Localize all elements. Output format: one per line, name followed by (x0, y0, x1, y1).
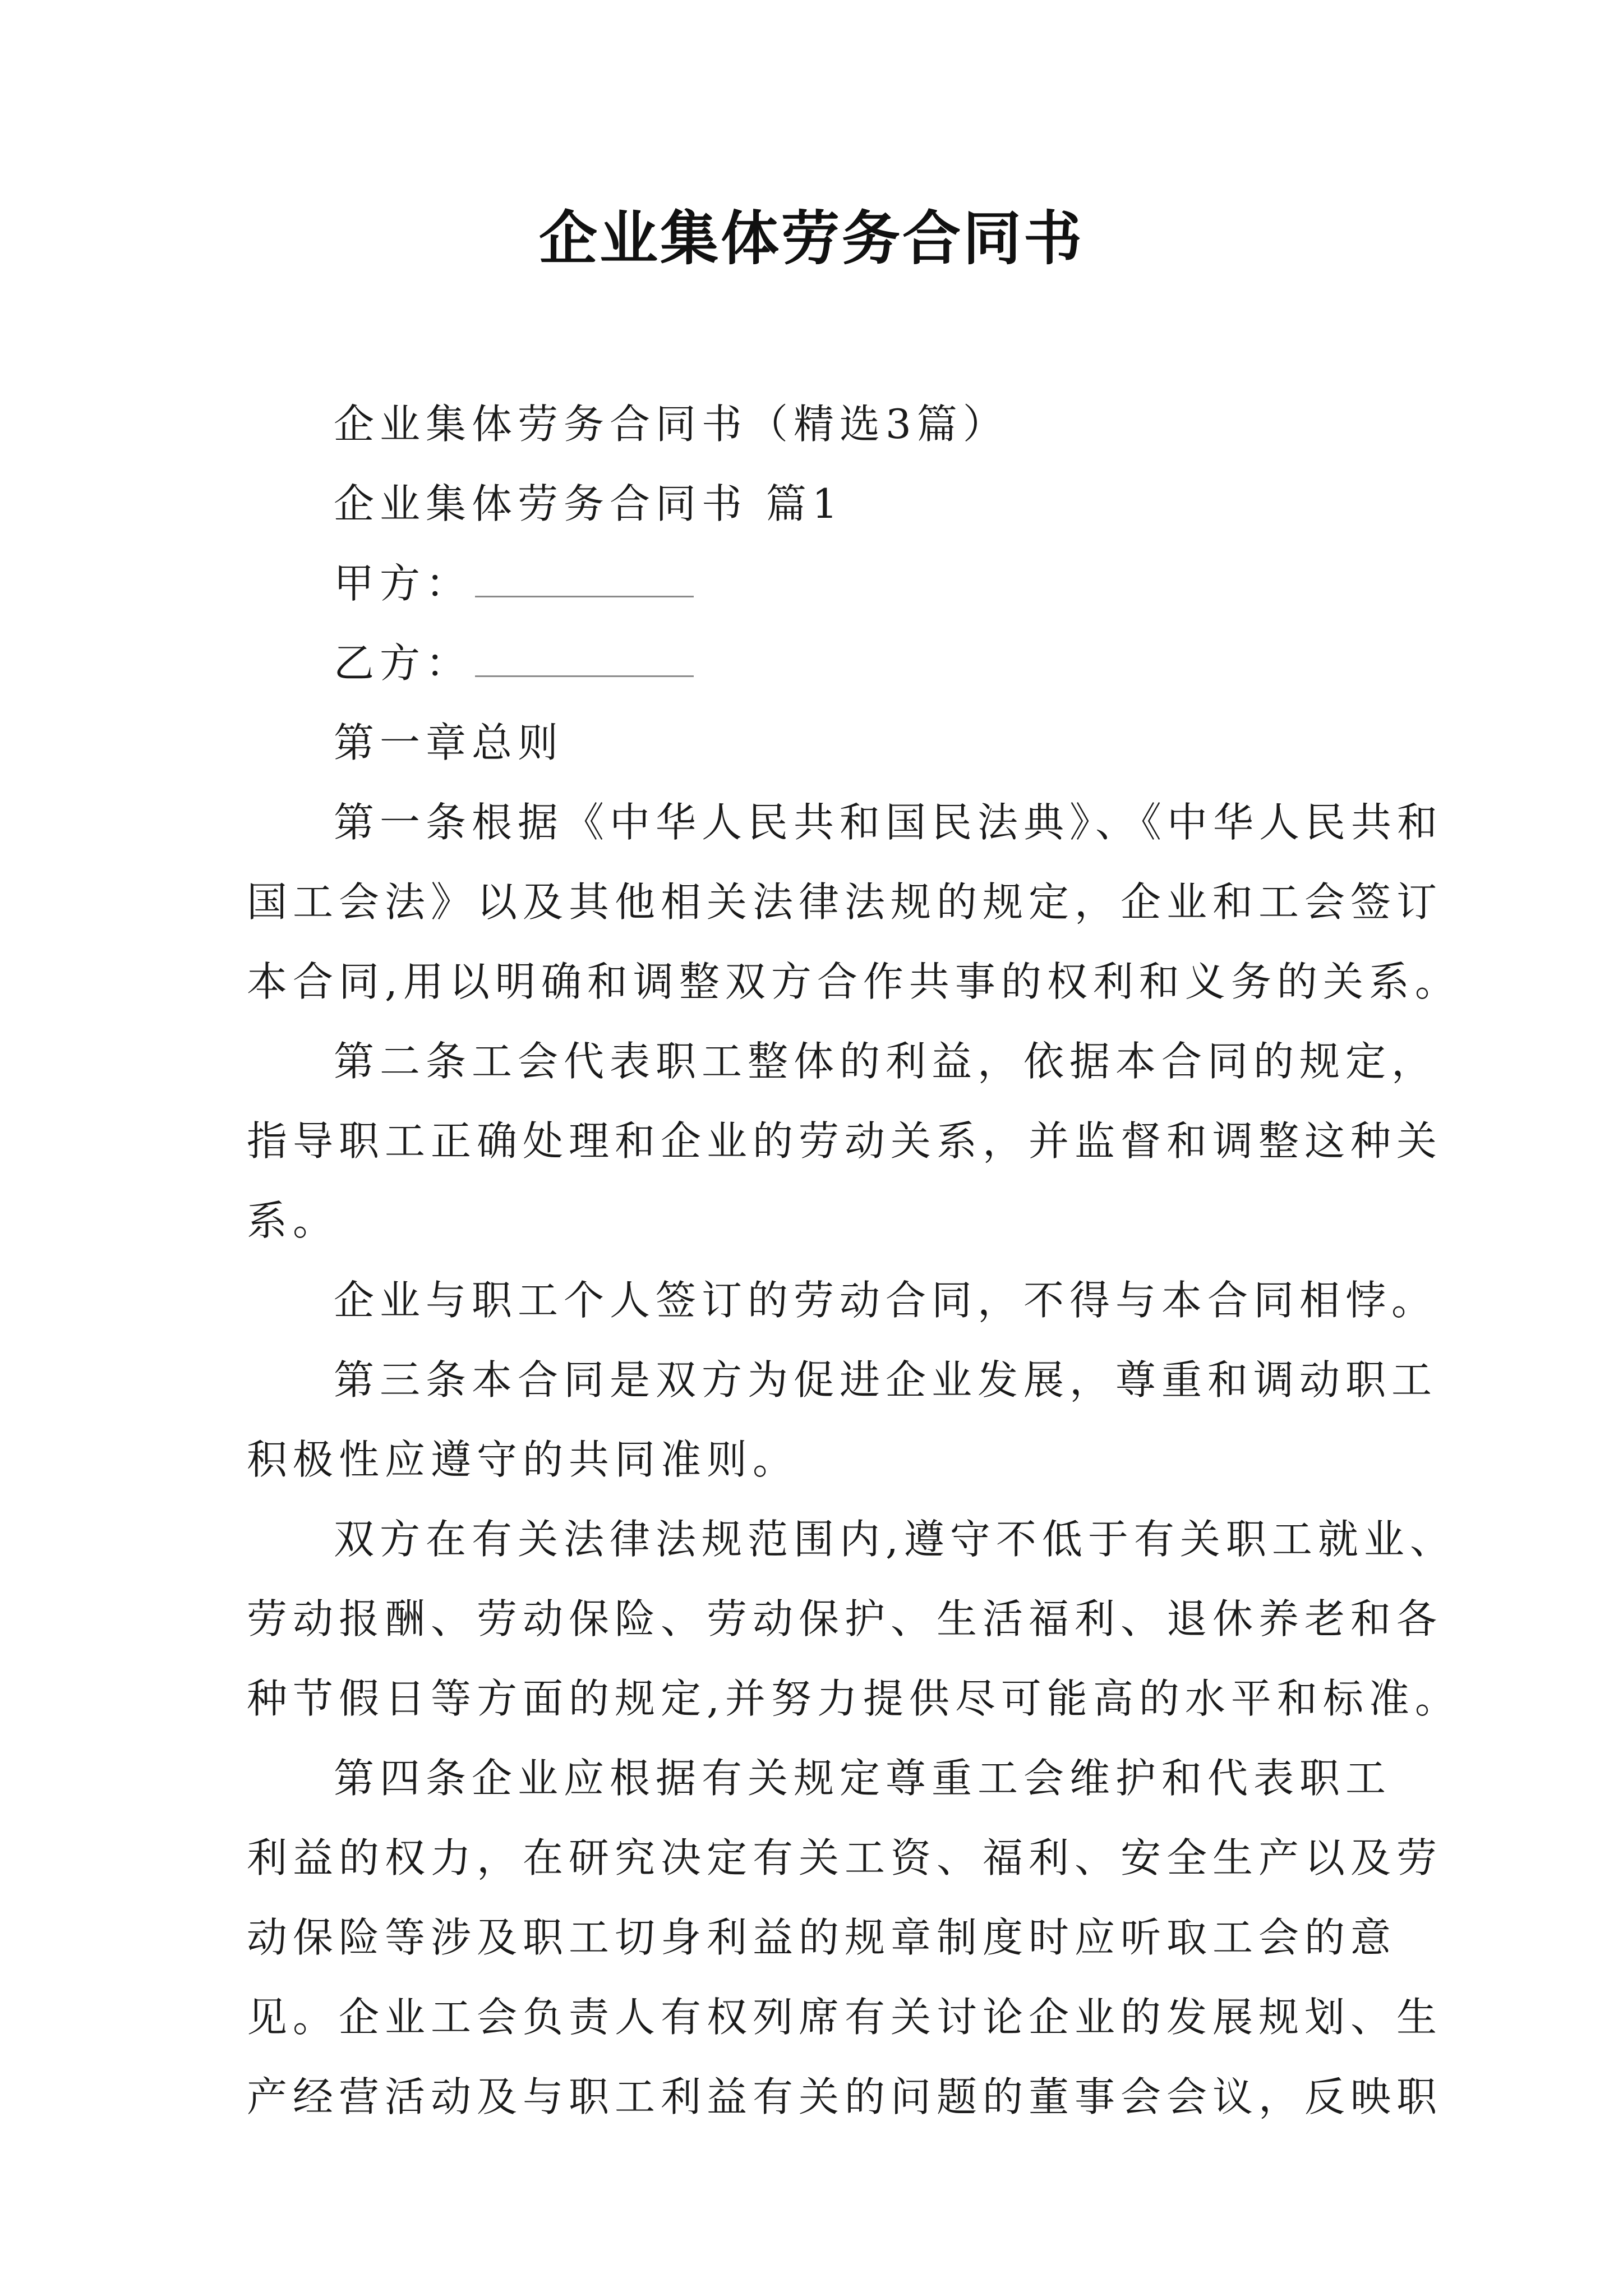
subtitle: 企业集体劳务合同书（精选3篇） (334, 401, 1009, 448)
paragraph-line: 第四条企业应根据有关规定尊重工会维护和代表职工 (334, 1755, 1392, 1802)
paragraph-line: 双方在有关法律法规范围内,遵守不低于有关职工就业、 (334, 1516, 1456, 1563)
paragraph-line: 产经营活动及与职工利益有关的问题的董事会会议，反映职 (247, 2073, 1443, 2120)
document-body (247, 384, 1461, 2137)
paragraph-line: 积极性应遵守的共同准则。 (247, 1436, 799, 1483)
paragraph-line: 种节假日等方面的规定,并努力提供尽可能高的水平和标准。 (247, 1675, 1461, 1722)
section-heading: 企业集体劳务合同书 篇1 (334, 480, 843, 527)
party-b-label: 乙方： (334, 639, 472, 687)
paragraph-line: 第二条工会代表职工整体的利益，依据本合同的规定， (334, 1038, 1438, 1085)
paragraph-line: 系。 (247, 1197, 339, 1244)
paragraph-line: 利益的权力，在研究决定有关工资、福利、安全生产以及劳 (247, 1834, 1443, 1881)
paragraph-line: 第一条根据《中华人民共和国民法典》、《中华人民共和 (334, 799, 1444, 846)
paragraph-line: 国工会法》以及其他相关法律法规的规定，企业和工会签订 (247, 878, 1443, 926)
party-a-row (247, 544, 1391, 623)
paragraph-line: 第三条本合同是双方为促进企业发展，尊重和调动职工 (334, 1356, 1438, 1404)
party-a-label: 甲方： (334, 560, 472, 607)
party-a-blank-field[interactable] (475, 562, 694, 597)
paragraph-line: 动保险等涉及职工切身利益的规章制度时应听取工会的意 (247, 1914, 1397, 1961)
paragraph-line: 企业与职工个人签订的劳动合同，不得与本合同相悖。 (334, 1277, 1438, 1324)
paragraph-line: 本合同,用以明确和调整双方合作共事的权利和义务的关系。 (247, 958, 1461, 1005)
paragraph-line: 劳动报酬、劳动保险、劳动保护、生活福利、退休养老和各 (247, 1595, 1443, 1642)
document-title: 企业集体劳务合同书 (538, 204, 1084, 273)
paragraph-line: 指导职工正确处理和企业的劳动关系，并监督和调整这种关 (247, 1117, 1443, 1165)
party-b-row (247, 623, 1391, 703)
chapter-heading: 第一章总则 (334, 719, 564, 766)
party-b-blank-field[interactable] (475, 642, 694, 677)
paragraph-line: 见。企业工会负责人有权列席有关讨论企业的发展规划、生 (247, 1994, 1443, 2041)
